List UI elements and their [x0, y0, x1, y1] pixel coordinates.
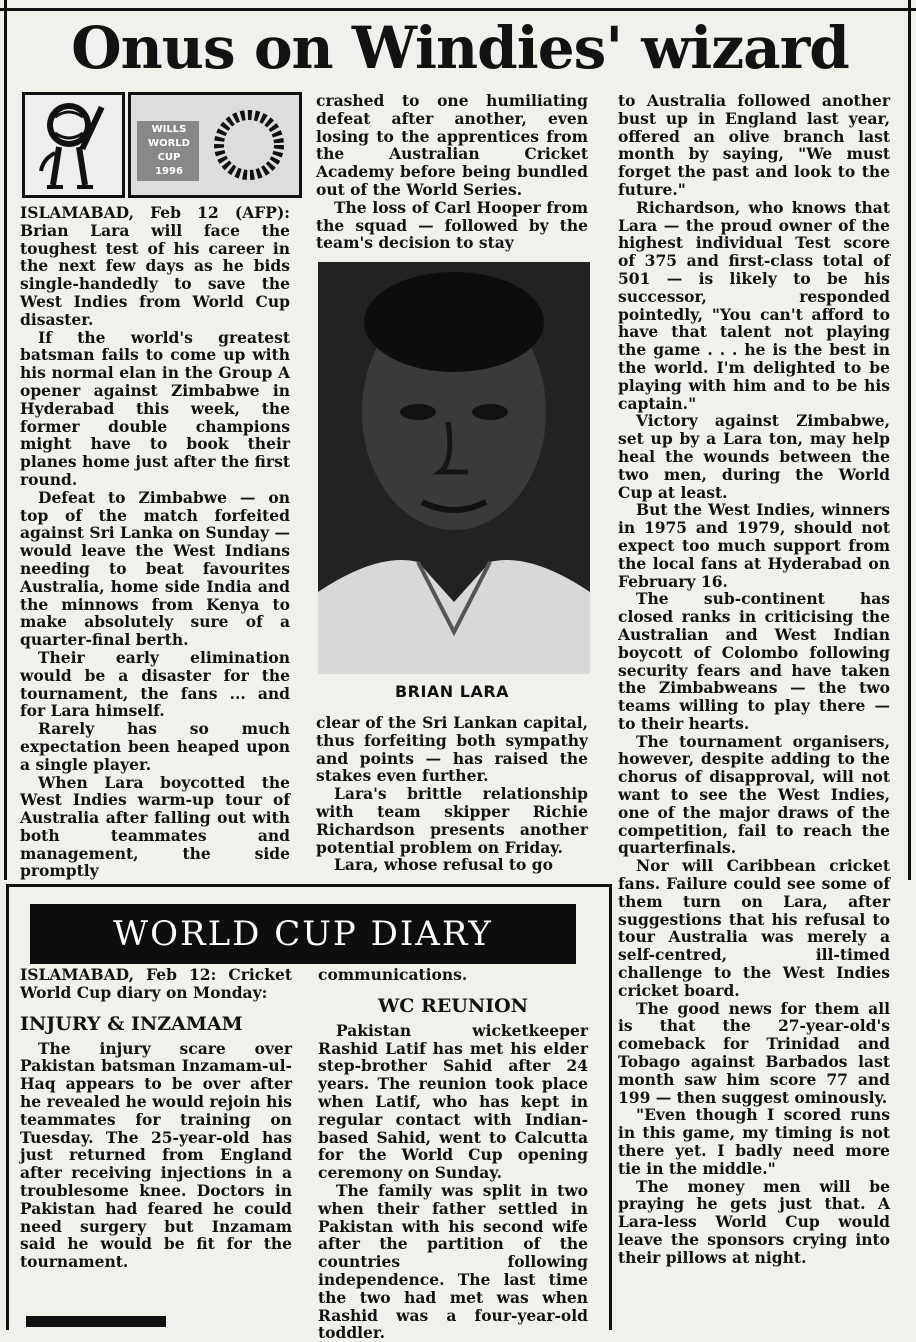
article-paragraph: ISLAMABAD, Feb 12 (AFP): Brian Lara will face the toughest test of his career in the next few days as he bids single-handedly to save the West Indies from World Cup disaster.	[20, 203, 290, 329]
cut-off-subhead	[26, 1316, 166, 1327]
article-paragraph: Their early elimination would be a disaster for the tournament, the fans ... and for Lara himself.	[20, 647, 290, 721]
article-column-3	[618, 92, 890, 1267]
portrait-image	[318, 262, 590, 674]
top-rule	[0, 0, 916, 11]
photo-caption: BRIAN LARA	[394, 682, 510, 701]
world-cup-1996-logo	[128, 92, 302, 198]
diary-column-2	[318, 966, 588, 1342]
article-paragraph: Victory against Zimbabwe, set up by a Lara ton, may help heal the wounds between the two men, during the World Cup at least.	[618, 411, 890, 502]
diary-paragraph: communications.	[318, 965, 468, 984]
article-paragraph: Lara, whose refusal to go	[334, 855, 553, 875]
diary-subhead-reunion: WC REUNION	[377, 994, 529, 1017]
diary-paragraph: Pakistan wicketkeeper Rashid Latif has met his elder step-brother Sahid after 24 years. The reunion took place when Latif, who has kept in regular contact with Indian-based Sahid, went to Calcutta for the World Cup opening ceremony on Sunday.	[318, 1020, 588, 1183]
article-paragraph: If the world's greatest batsman fails to come up with his normal elan in the Group A opener against Zimbabwe in Hyderabad this week, the former double champions might have to book their planes home just after the first round.	[20, 327, 290, 489]
article-paragraph: Lara's brittle relationship with team skipper Richie Richardson presents another potential problem on Friday.	[316, 784, 588, 857]
cricket-mascot-icon	[25, 95, 122, 195]
article-paragraph: Nor will Caribbean cricket fans. Failure could see some of them turn on Lara, after suggestions that his refusal to tour Australia was merely a self-centred, ill-timed challenge to the West Indies cricket board.	[618, 856, 890, 1000]
article-paragraph: crashed to one humiliating defeat after another, even losing to the apprentices from the Australian Cricket Academy before being bundled out of the World Series.	[316, 91, 588, 199]
logo-line-2: WORLD CUP	[148, 138, 190, 163]
cricket-mascot-logo	[22, 92, 125, 198]
article-paragraph: When Lara boycotted the West Indies warm-up tour of Australia after falling out with both teammates and management, the side promptly	[20, 772, 290, 881]
frame-left-rule	[4, 0, 7, 880]
article-paragraph: to Australia followed another bust up in England last year, offered an olive branch last month by saying, "We must forget the past and look to the future."	[618, 91, 890, 199]
diary-intro: ISLAMABAD, Feb 12: Cricket World Cup diary on Monday:	[20, 965, 292, 1002]
diary-paragraph: The injury scare over Pakistan batsman Inzamam-ul-Haq appears to be over after he revealed he would rejoin his teammates for training on Tuesday. The 25-year-old has just returned from England after receiving injections in a troublesome knee. Doctors in Pakistan had feared he could need surgery but Inzamam said he would be fit for the tournament.	[20, 1038, 292, 1272]
article-paragraph: The money men will be praying he gets just that. A Lara-less World Cup would leave the sponsors crying into their pillows at night.	[618, 1176, 890, 1267]
diary-column-1	[20, 966, 292, 1271]
article-paragraph: The tournament organisers, however, despite adding to the chorus of disapproval, will not want to see the West Indies, one of the major draws of the competition, fail to reach the quarterfinals.	[618, 731, 890, 858]
article-paragraph: Rarely has so much expectation been heaped upon a single player.	[20, 719, 290, 774]
frame-right-rule	[908, 0, 911, 880]
article-paragraph: Defeat to Zimbabwe — on top of the match forfeited against Sri Lanka on Sunday — would leave the West Indians needing to beat favourites Australia, home side India and the minnows from Kenya to make absolutely sure of a quarter-final berth.	[20, 487, 290, 650]
article-column-1	[20, 204, 290, 880]
logo-line-1: WILLS	[151, 124, 187, 135]
logo-line-3: 1996	[155, 166, 183, 177]
article-paragraph: Richardson, who knows that Lara — the proud owner of the highest individual Test score of 375 and first-class total of 501 — is likely to be his successor, responded pointedly, "You can't afford to have that talent not playing the game . . . he is the best in the world. I'm delighted to be playing with him and to be his captain."	[618, 197, 890, 413]
article-paragraph: The loss of Carl Hooper from the squad — followed by the team's decision to stay	[316, 197, 588, 253]
article-paragraph: The good news for them all is that the 27-year-old's comeback for Trinidad and Tobago against Barbados last month saw him score 77 and 199 — then suggest ominously.	[618, 998, 890, 1107]
article-column-2-top	[316, 92, 588, 252]
diary-paragraph: The family was split in two when their father settled in Pakistan with his second wife after the partition of the countries following independence. The last time the two had met was when Rashid was a four-year-old toddler.	[318, 1180, 588, 1342]
headline: Onus on Windies' wizard	[71, 14, 849, 82]
diary-banner: WORLD CUP DIARY	[30, 904, 576, 964]
article-paragraph: But the West Indies, winners in 1975 and 1979, should not expect too much support from the local fans at Hyderabad on February 16.	[618, 500, 890, 591]
diary-subhead-injury: INJURY & INZAMAM	[20, 1012, 243, 1035]
article-paragraph: "Even though I scored runs in this game, my timing is not there yet. I badly need more tie in the middle."	[618, 1105, 890, 1178]
article-paragraph: The sub-continent has closed ranks in criticising the Australian and West Indian boycott of Colombo following security fears and have taken the Zimbabweans — the two teams willing to play there — to their hearts.	[618, 589, 890, 733]
brian-lara-photo	[318, 262, 590, 674]
article-column-2-bottom	[316, 714, 588, 874]
article-paragraph: clear of the Sri Lankan capital, thus forfeiting both sympathy and points — has raised the stakes even further.	[316, 713, 588, 786]
